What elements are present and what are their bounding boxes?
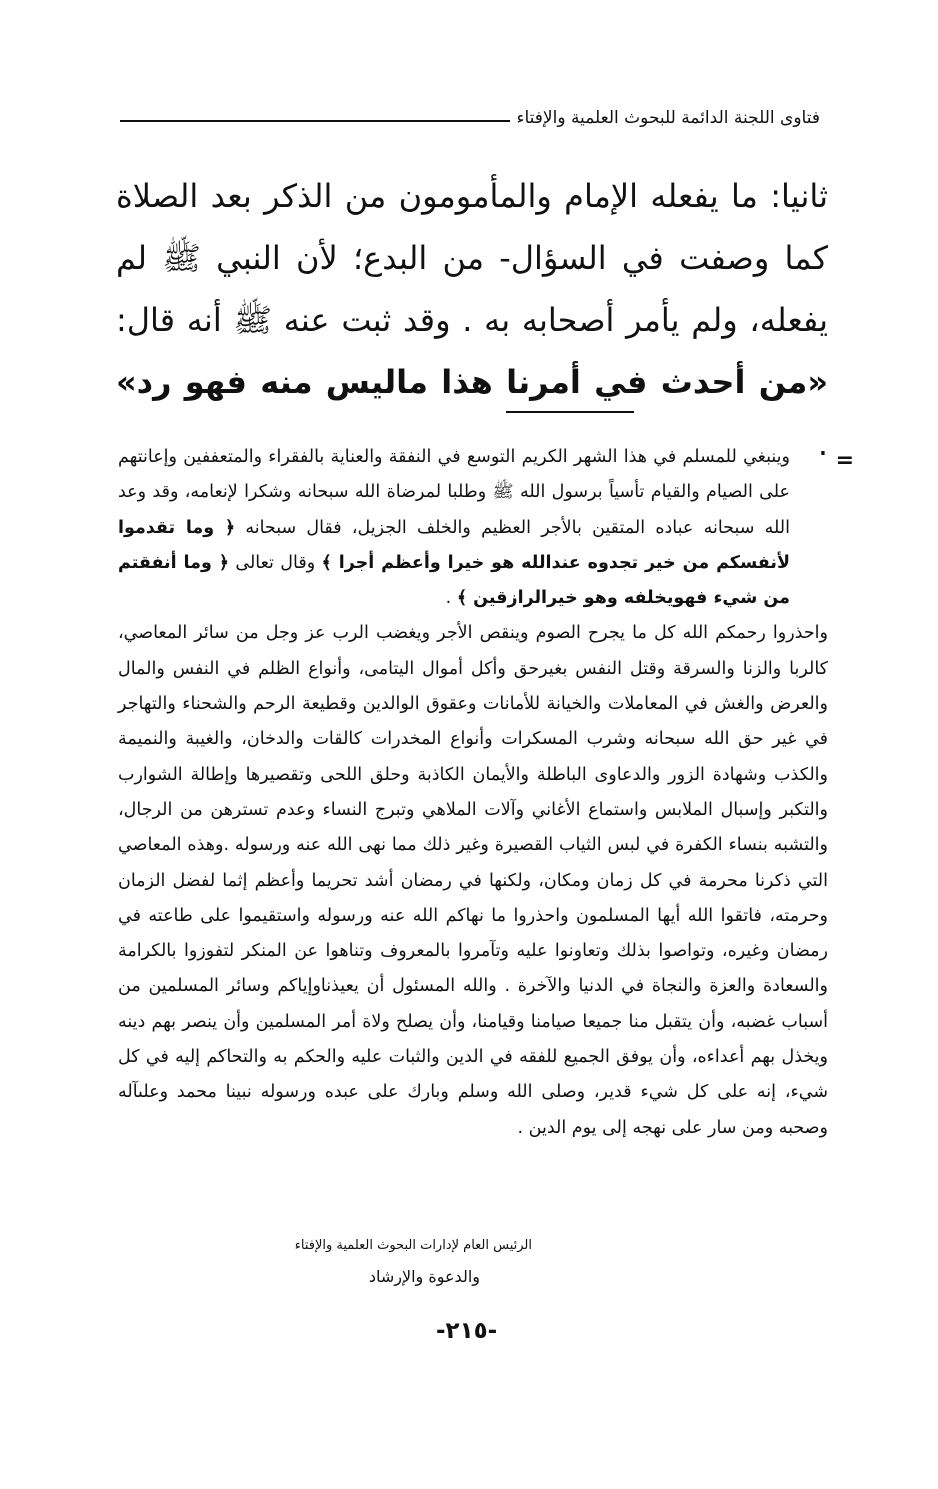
quran-verse-2: ﴿ وما أنفقتم من شيء فهويخلفه وهو خيرالرازقين ﴾: [118, 552, 790, 609]
signature-title-continued: والدعوة والإرشاد: [368, 1267, 480, 1286]
quran-verse-1: ﴿ وما تقدموا لأنفسكم من خير تجدوه عندالله هو خيرا وأعظم أجرا ﴾: [118, 517, 790, 573]
footnote-separator: [506, 411, 634, 413]
signature-block: [295, 1238, 532, 1286]
running-header: [120, 108, 820, 128]
answer-end: .: [817, 425, 828, 463]
paragraph-charity-lead: وينبغي للمسلم في هذا الشهر الكريم التوسع في النفقة والعناية بالفقراء والمتعففين وإعانتهم على الصيام والقيام تأسياً برسول الله ﷺ وطلبا لمرضاة الله سبحانه وشكرا لإنعامه، وقد وعد الله سبحانه عباده المتقين بالأجر العظيم والخلف الجزيل، فقال سبحانه: [118, 447, 790, 538]
hadith-quote: «من أحدث في أمرنا هذا ماليس منه فهو رد»: [116, 363, 828, 401]
paragraph-charity-mid: وقال تعالى: [228, 552, 322, 573]
continuation-mark: =: [835, 448, 854, 473]
page-number: -٢١٥-: [436, 1318, 498, 1344]
continued-footnote: [118, 440, 828, 1146]
paragraph-warning: واحذروا رحمكم الله كل ما يجرح الصوم وينقص الأجر ويغضب الرب عز وجل من سائر المعاصي، كالربا والزنا والسرقة وقتل النفس بغيرحق وأكل أموال اليتامى، وأنواع الظلم في النفس والمال والعرض والغش في المعاملات والخيانة للأمانات وعقوق الوالدين وقطيعة الرحم والشحناء والتهاجر في غير حق الله سبحانه وشرب المسكرات وأنواع المخدرات كالقات والدخان، والغيبة والنميمة والكذب وشهادة الزور والدعاوى الباطلة والأيمان الكاذبة وحلق اللحى وتقصيرها وإطالة الشوارب والتكبر وإسبال الملابس واستماع الأغاني وآلات الملاهي وتبرج النساء وعدم تسترهن من الرجال، والتشبه بنساء الكفرة في لبس الثياب القصيرة وغير ذلك مما نهى الله عنه ورسوله .وهذه المعاصي التي ذكرنا محرمة في كل زمان ومكان، ولكنها في رمضان أشد تحريما وأعظم إثما لفضل الزمان وحرمته، فاتقوا الله أيها المسلمون واحذروا ما نهاكم الله عنه ورسوله واستقيموا على طاعته في رمضان وغيره، وتواصوا بذلك وتعاونوا عليه وتآمروا بالمعروف وتناهوا عن المنكر لتفوزوا بالكرامة والسعادة والعزة والنجاة في الدنيا والآخرة . والله المسئول أن يعيذناوإياكم وسائر المسلمين من أسباب غضبه، وأن يتقبل منا جميعا صيامنا وقيامنا، وأن يصلح ولاة أمر المسلمين وأن ينصر بهم دينه ويخذل بهم أعداءه، وأن يوفق الجميع للفقه في الدين والثبات عليه والحكم به والتحاكم إليه في كل شيء، إنه على كل شيء قدير، وصلى الله وسلم وبارك على عبده ورسوله نبينا محمد وعلىآله وصحبه ومن سار على نهجه إلى يوم الدين .: [118, 623, 828, 1138]
signature-title: الرئيس العام لإدارات البحوث العلمية والإفتاء: [294, 1238, 532, 1253]
main-answer-text: [116, 165, 828, 475]
paragraph-charity-end: .: [445, 588, 457, 609]
header-rule: [120, 120, 510, 122]
running-header-title: فتاوى اللجنة الدائمة للبحوث العلمية والإفتاء: [516, 108, 820, 128]
answer-body: ثانيا: ما يفعله الإمام والمأمومون من الذكر بعد الصلاة كما وصفت في السؤال- من البدع؛ لأن النبي ﷺ لم يفعله، ولم يأمر أصحابه به . وقد ثبت عنه ﷺ أنه قال:: [116, 177, 828, 339]
paragraph-charity: [118, 440, 828, 616]
